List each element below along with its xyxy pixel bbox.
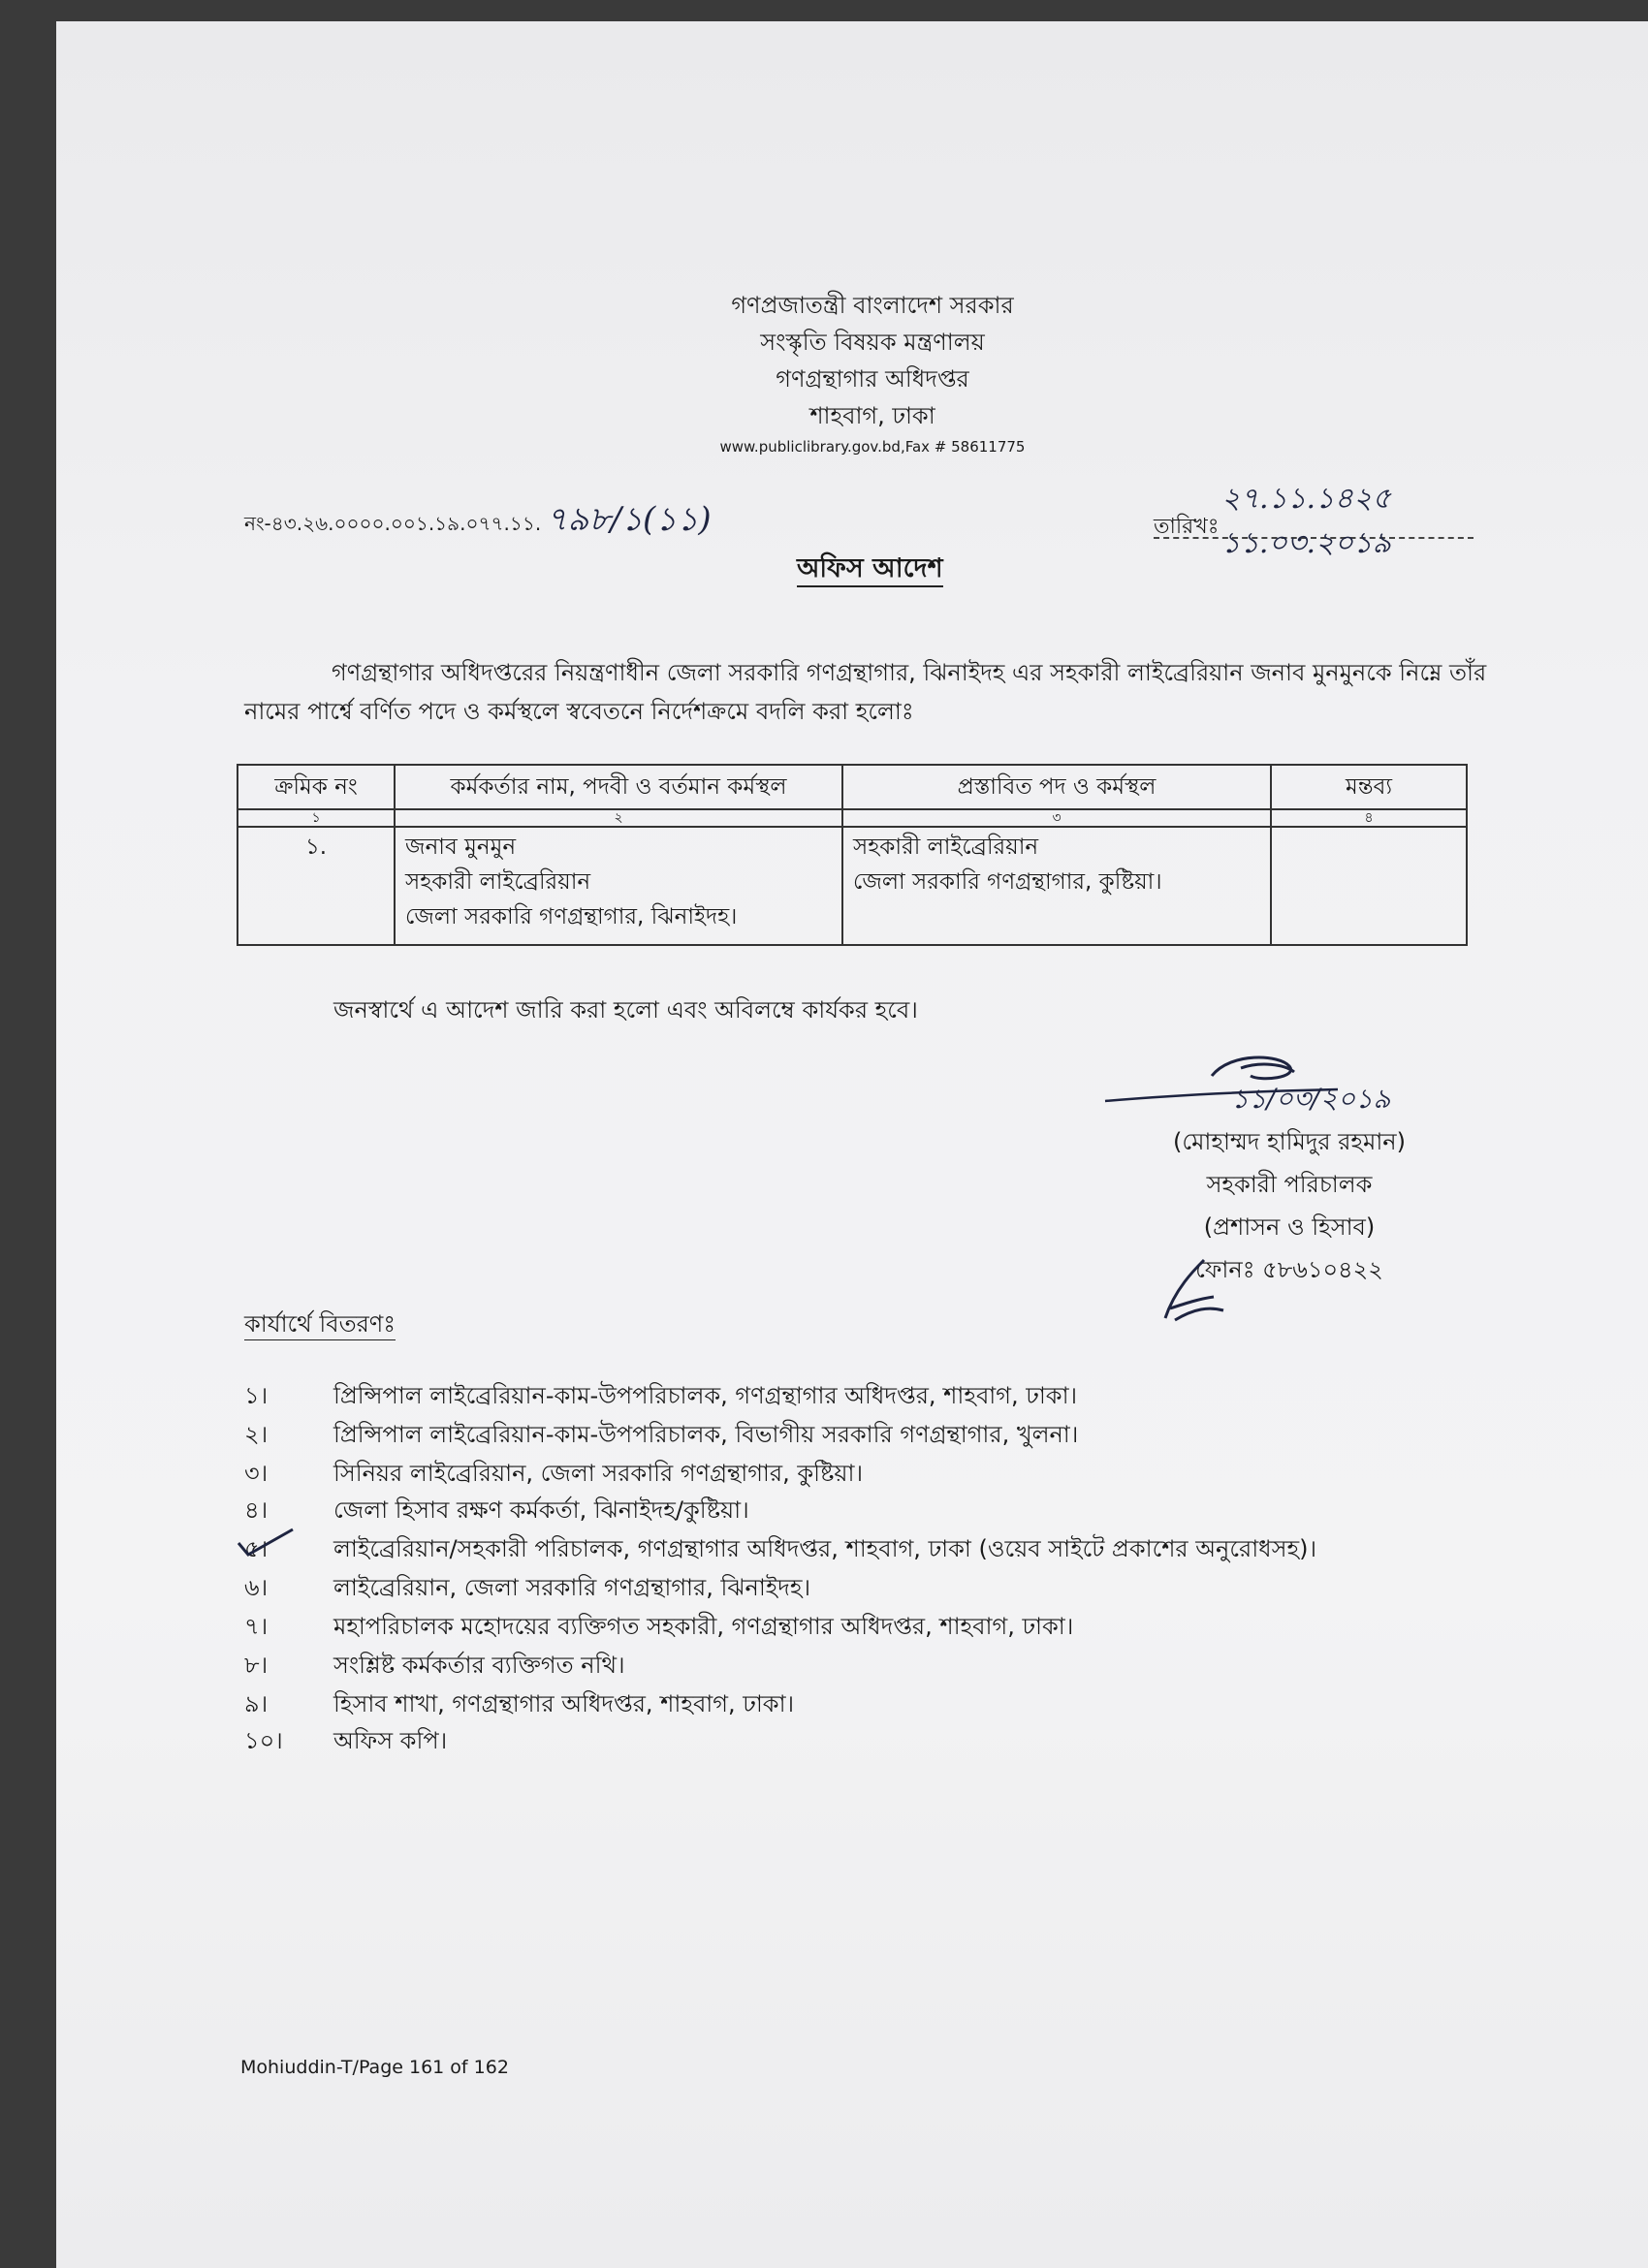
cell-current-posting [395,827,842,945]
date-handwritten-english: ১১.০৩.২০১৯ [1221,526,1391,560]
distribution-title: কার্যার্থে বিতরণঃ [244,1307,396,1345]
page-footer: Mohiuddin-T/Page 161 of 162 [240,2057,509,2078]
col-number-4: ৪ [1271,809,1467,827]
date-handwritten-bangla: ২৭.১১.১৪২৫ [1221,482,1391,516]
col-number-3: ৩ [842,809,1271,827]
col-number-1: ১ [238,809,395,827]
closing-statement: জনস্বার্থে এ আদেশ জারি করা হলো এবং অবিলম্বে কার্যকর হবে। [333,996,918,1024]
memo-ref-printed: নং-৪৩.২৬.০০০০.০০১.১৯.০৭৭.১১. [244,512,542,535]
list-item: ৮। সংশ্লিষ্ট কর্মকর্তার ব্যক্তিগত নথি। [244,1652,625,1679]
letterhead [582,287,1163,459]
col-number-2: ২ [395,809,842,827]
table-row [238,827,1467,945]
proposed-designation: সহকারী লাইব্রেরিয়ান [853,835,1039,860]
signatory-department: (প্রশাসন ও হিসাব) [1203,1213,1376,1241]
list-item: ২। প্রিন্সিপাল লাইব্রেরিয়ান-কাম-উপপরিচালক, বিভাগীয় সরকারি গণগ্রন্থাগার, খুলনা। [244,1421,1079,1448]
letterhead-address: শাহবাগ, ঢাকা [809,402,935,429]
cell-remarks [1271,827,1467,945]
list-item: ৩। সিনিয়র লাইব্রেরিয়ান, জেলা সরকারি গণগ্রন্থাগার, কুষ্টিয়া। [244,1460,864,1487]
table-number-row [238,809,1467,827]
current-workplace: জেলা সরকারি গণগ্রন্থাগার, ঝিনাইদহ। [405,904,738,929]
list-item: ১। প্রিন্সিপাল লাইব্রেরিয়ান-কাম-উপপরিচালক, গণগ্রন্থাগার অধিদপ্তর, শাহবাগ, ঢাকা। [244,1382,1078,1409]
header-remarks: মন্তব্য [1271,765,1467,809]
memo-reference [244,494,712,550]
memo-ref-handwritten: ৭৯৮/১(১১) [546,500,712,539]
header-current-posting: কর্মকর্তার নাম, পদবী ও বর্তমান কর্মস্থল [395,765,842,809]
letterhead-government: গণপ্রজাতন্ত্রী বাংলাদেশ সরকার [731,292,1014,319]
signatory-designation: সহকারী পরিচালক [1206,1171,1373,1198]
date-label: তারিখঃ [1154,510,1474,539]
header-proposed-posting: প্রস্তাবিত পদ ও কর্মস্থল [842,765,1271,809]
header-serial: ক্রমিক নং [238,765,395,809]
transfer-table [237,764,1468,946]
page-title: অফিস আদেশ [797,549,943,592]
list-item: ৫। লাইব্রেরিয়ান/সহকারী পরিচালক, গণগ্রন্থাগার অধিদপ্তর, শাহবাগ, ঢাকা (ওয়েব সাইটে প্রকাশের অনুরোধসহ)। [244,1535,1317,1562]
cell-serial: ১. [238,827,395,945]
proposed-workplace: জেলা সরকারি গণগ্রন্থাগার, কুষ্টিয়া। [853,869,1162,895]
current-name: জনাব মুনমুন [405,835,517,860]
letterhead-ministry: সংস্কৃতি বিষয়ক মন্ত্রণালয় [760,329,985,356]
current-designation: সহকারী লাইব্রেরিয়ান [405,869,591,895]
list-item: ১০। অফিস কপি। [244,1727,448,1754]
list-item: ৪। জেলা হিসাব রক্ষণ কর্মকর্তা, ঝিনাইদহ/কুষ্টিয়া। [244,1496,749,1524]
letterhead-contact: www.publiclibrary.gov.bd,Fax # 58611775 [719,438,1026,456]
letterhead-directorate: গণগ্রন্থাগার অধিদপ্তর [776,365,969,393]
list-item: ৬। লাইব্রেরিয়ান, জেলা সরকারি গণগ্রন্থাগার, ঝিনাইদহ। [244,1574,811,1601]
initial-scribble [1156,1250,1233,1328]
signatory-name: (মোহাম্মদ হামিদুর রহমান) [1173,1128,1406,1155]
signatory-phone: ফোনঃ ৫৮৬১০৪২২ [1195,1256,1383,1283]
cell-proposed-posting [842,827,1271,945]
list-item: ৯। হিসাব শাখা, গণগ্রন্থাগার অধিদপ্তর, শাহবাগ, ঢাকা। [244,1690,795,1717]
list-item: ৭। মহাপরিচালক মহোদয়ের ব্যক্তিগত সহকারী, গণগ্রন্থাগার অধিদপ্তর, শাহবাগ, ঢাকা। [244,1613,1074,1640]
tick-mark [233,1524,301,1562]
order-paragraph: গণগ্রন্থাগার অধিদপ্তরের নিয়ন্ত্রণাধীন জেলা সরকারি গণগ্রন্থাগার, ঝিনাইদহ এর সহকারী লাইব্রেরিয়ান জনাব মুনমুনকে নিম্নে তাঁর নামের পার্শ্বে বর্ণিত পদে ও কর্মস্থলে স্ববেতনে নির্দেশক্রমে বদলি করা হলোঃ [244,659,1487,725]
signature-date: ১১/০৩/২০১৯ [1231,1083,1391,1115]
table-header-row [238,765,1467,809]
